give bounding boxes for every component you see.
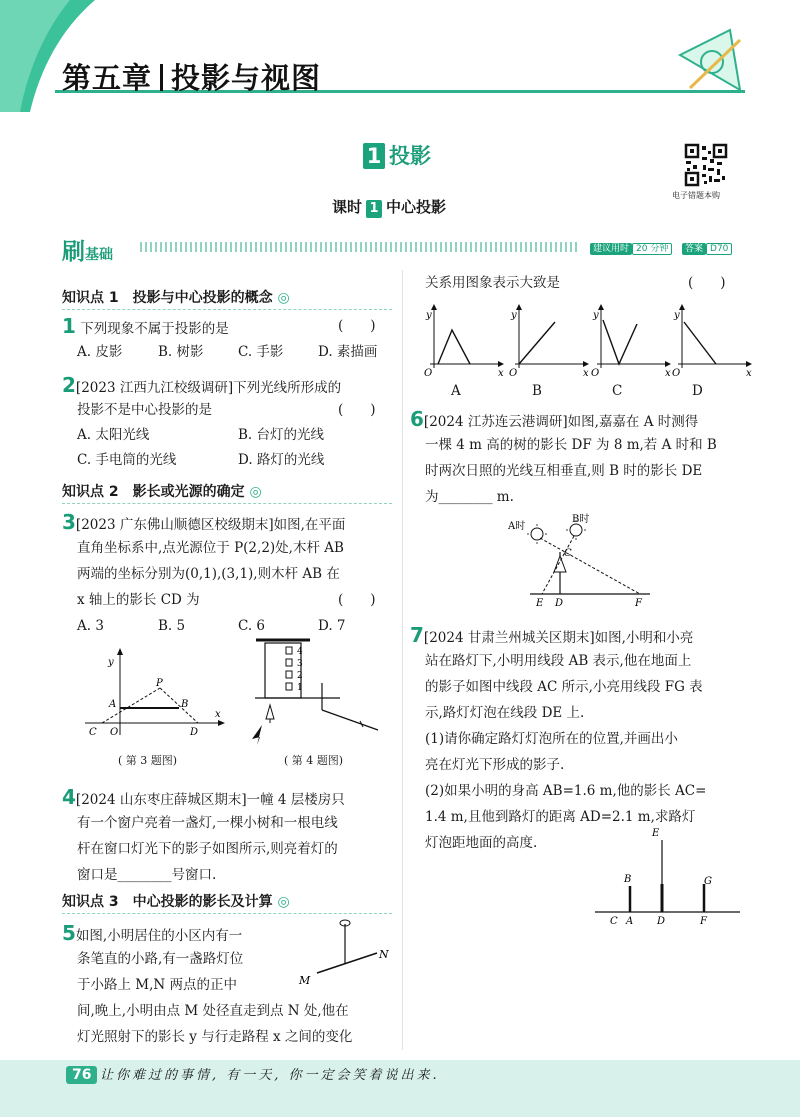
option: D. 7	[318, 618, 346, 634]
point-label: D	[555, 598, 564, 609]
question-text: (1)请你确定路灯灯泡所在的位置,并画出小	[425, 731, 678, 747]
point-label: A时	[508, 521, 526, 532]
axis-label-x: x	[746, 368, 752, 379]
point-label: E	[652, 828, 660, 839]
question-7: 7[2024 甘肃兰州城关区期末]如图,小明和小亮	[410, 623, 694, 647]
point-label: G	[704, 876, 712, 887]
origin-label: O	[672, 368, 681, 379]
option: D	[692, 383, 703, 399]
axis-label-y: y	[426, 310, 432, 321]
floor-number: 3	[297, 659, 303, 669]
axis-label-y: y	[593, 310, 599, 321]
point-label: A	[626, 916, 634, 927]
figure-5	[295, 918, 395, 988]
axis-label-y: y	[674, 310, 680, 321]
question-text: 示,路灯灯泡在线段 DE 上.	[425, 705, 585, 721]
question-text: 于小路上 M,N 两点的正中	[77, 977, 238, 993]
divider	[62, 913, 392, 914]
question-3: 3[2023 广东佛山顺德区校级期末]如图,在平面	[62, 510, 346, 534]
point-label: O	[110, 727, 119, 738]
option: C. 手影	[238, 344, 284, 360]
ruler-compass-icon	[680, 30, 740, 90]
question-text: 杆在窗口灯光下的影子如图所示,则亮着灯的	[77, 841, 338, 857]
chapter-heading: 第五章 投影与视图	[62, 61, 322, 95]
footer-motto: 让你难过的事情, 有一天, 你一定会笑着说出来.	[100, 1068, 440, 1083]
question-2: 2[2023 江西九江校级调研]下列光线所形成的	[62, 373, 342, 397]
point-label: B	[624, 874, 632, 885]
question-text: x 轴上的影长 CD 为	[77, 592, 200, 608]
knowledge-point-2: 知识点 2 影长或光源的确定 ◎	[62, 484, 262, 500]
knowledge-point-3: 知识点 3 中心投影的影长及计算 ◎	[62, 894, 290, 910]
figure-3	[80, 645, 230, 740]
option: D. 路灯的光线	[238, 452, 325, 468]
question-1: 1 下列现象不属于投影的是	[62, 314, 229, 338]
question-text: 亮在灯光下形成的影子.	[425, 757, 565, 773]
qr-caption: 电子错题本购	[672, 191, 720, 200]
point-label: D	[657, 916, 666, 927]
graph-a	[424, 304, 504, 379]
option: A. 皮影	[77, 344, 123, 360]
divider	[62, 309, 392, 310]
lesson-title: 1 投影	[363, 140, 431, 170]
answer-bracket: ( )	[338, 402, 376, 418]
point-label: C	[564, 548, 572, 559]
question-6: 6[2024 江苏连云港调研]如图,嘉嘉在 A 时测得	[410, 407, 699, 431]
point-label: C	[89, 727, 97, 738]
option: A	[451, 383, 461, 399]
figure-7	[590, 822, 750, 932]
question-text: 投影不是中心投影的是	[77, 402, 212, 418]
answer-graphs	[420, 300, 752, 380]
floor-number: 4	[297, 647, 303, 657]
axis-label-x: x	[498, 368, 504, 379]
divider	[62, 503, 392, 504]
point-label: N	[379, 948, 389, 961]
figure-4	[250, 635, 385, 745]
knowledge-point-1: 知识点 1 投影与中心投影的概念 ◎	[62, 290, 290, 306]
option: D. 素描画	[318, 344, 378, 360]
section-brush-title: 刷基础	[62, 239, 113, 265]
qr-code-icon[interactable]	[684, 143, 728, 187]
question-5: 5如图,小明居住的小区内有一	[62, 921, 243, 945]
origin-label: O	[591, 368, 600, 379]
column-divider	[402, 270, 403, 1050]
point-label: A	[109, 699, 117, 710]
point-label: E	[536, 598, 544, 609]
question-text: 一棵 4 m 高的树的影长 DF 为 8 m,若 A 时和 B	[425, 437, 717, 453]
question-text: 关系用图象表示大致是	[425, 275, 560, 291]
option: B. 树影	[158, 344, 204, 360]
question-text: 1.4 m,且他到路灯的距离 AD=2.1 m,求路灯	[425, 809, 696, 825]
page-number: 76	[66, 1066, 97, 1084]
axis-label-x: x	[215, 709, 221, 720]
band-dots	[140, 242, 580, 252]
figure-caption: ( 第 3 题图)	[118, 754, 178, 767]
question-text: 站在路灯下,小明用线段 AB 表示,他在地面上	[425, 653, 692, 669]
question-text: 两端的坐标分别为(0,1),(3,1),则木杆 AB 在	[77, 566, 340, 582]
question-text: (2)如果小明的身高 AB=1.6 m,他的影长 AC=	[425, 783, 707, 799]
floor-number: 2	[297, 671, 303, 681]
answer-page: 答案 D70	[682, 241, 732, 254]
answer-bracket: ( )	[338, 592, 376, 608]
question-text: 间,晚上,小明由点 M 处径直走到点 N 处,他在	[77, 1003, 349, 1019]
floor-number: 1	[297, 683, 303, 693]
point-label: C	[610, 916, 618, 927]
figure-6	[500, 510, 660, 610]
answer-bracket: ( )	[688, 275, 726, 291]
option: C	[612, 383, 623, 399]
graph-c	[591, 304, 671, 379]
question-text: 的影子如图中线段 AC 所示,小亮用线段 FG 表	[425, 679, 703, 695]
question-text: 直角坐标系中,点光源位于 P(2,2)处,木杆 AB	[77, 540, 344, 556]
graph-d	[672, 304, 752, 379]
option: B	[532, 383, 542, 399]
axis-label-y: y	[511, 310, 517, 321]
question-text: 时两次日照的光线互相垂直,则 B 时的影长 DE	[425, 463, 703, 479]
option: B. 台灯的光线	[238, 427, 325, 443]
question-text: 为________ m.	[425, 489, 514, 505]
figure-caption: ( 第 4 题图)	[284, 754, 344, 767]
question-4: 4[2024 山东枣庄薛城区期末]一幢 4 层楼房只	[62, 785, 345, 809]
option: B. 5	[158, 618, 186, 634]
option: C. 6	[238, 618, 266, 634]
suggested-time: 建议用时 20 分钟	[590, 241, 672, 254]
point-label: P	[156, 678, 163, 689]
axis-label-y: y	[108, 657, 114, 668]
graph-b	[509, 304, 589, 379]
question-text: 条笔直的小路,有一盏路灯位	[77, 951, 244, 967]
option: C. 手电筒的光线	[77, 452, 177, 468]
point-label: D	[190, 727, 199, 738]
point-label: F	[700, 916, 707, 927]
origin-label: O	[424, 368, 433, 379]
axis-label-x: x	[665, 368, 671, 379]
point-label: B	[181, 699, 189, 710]
point-label: M	[299, 974, 311, 987]
question-text: 灯光照射下的影长 y 与行走路程 x 之间的变化	[77, 1029, 353, 1045]
option: A. 3	[77, 618, 104, 634]
option: A. 太阳光线	[77, 427, 150, 443]
axis-label-x: x	[583, 368, 589, 379]
point-label: B时	[572, 514, 590, 525]
question-text: 灯泡距地面的高度.	[425, 835, 538, 851]
question-text: 窗口是________号窗口.	[77, 867, 217, 883]
origin-label: O	[509, 368, 518, 379]
answer-bracket: ( )	[338, 318, 376, 334]
question-text: 有一个窗户亮着一盏灯,一棵小树和一根电线	[77, 815, 338, 831]
point-label: F	[635, 598, 642, 609]
period-title: 课时 1 中心投影	[332, 198, 447, 216]
